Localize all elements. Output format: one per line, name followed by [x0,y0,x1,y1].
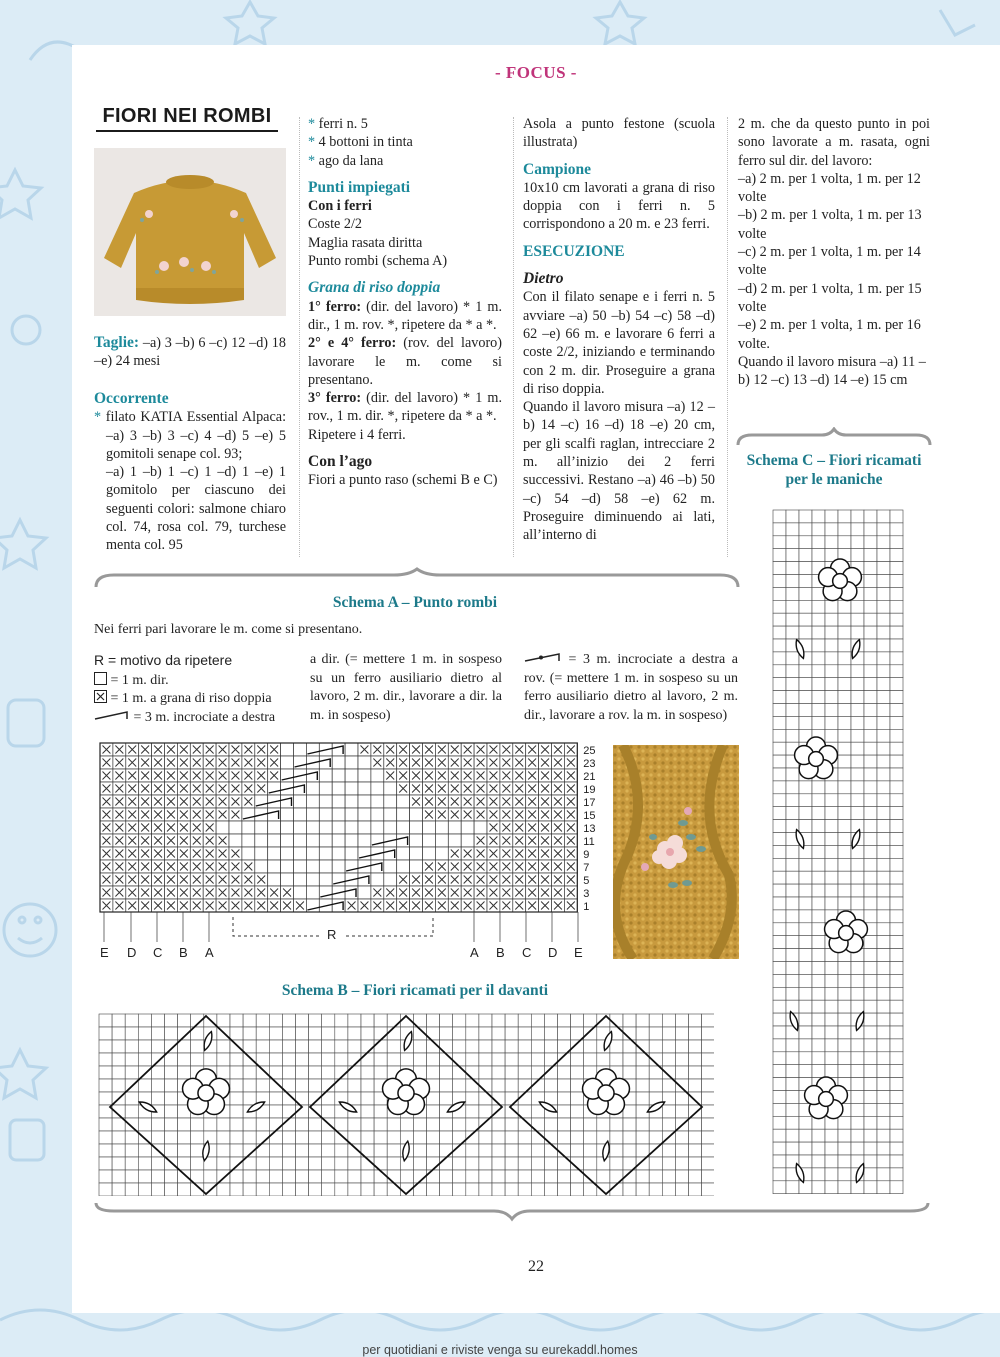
row-text: (dir. del lavoro) * 1 m. dir., 1 m. rov. *, ripetere da * a *. [308,298,502,333]
material-item: ago da lana [318,152,384,169]
back-heading: Dietro [523,270,564,288]
col4-end: Quando il lavoro misura –a) 11 –b) 12 –c) 13 –d) 14 –e) 15 cm [738,353,926,389]
column-4 [738,115,930,389]
schema-c-chart [772,509,904,1195]
buttonhole-text: Asola a punto festone (scuola illustrata) [523,116,715,151]
legend-empty: = 1 m. dir. [107,672,169,688]
gauge-heading: Campione [523,160,592,178]
flower-center [398,1085,414,1101]
decrease-item: –a) 2 m. per 1 volta, 1 m. per 12 volte [738,170,921,206]
row-label: 3° ferro: [308,390,362,407]
column-2: * ferri n. 5 * 4 bottoni in tinta * ago da lana Punti impiegati Con i ferri Coste 2/2 Maglia rasata diritta Punto rombi (schema A) Grana di riso doppia 1° ferro: (dir. del lavoro) * 1 m. dir., 1 m. rov. *, ripetere da * a *. 2° e 4° ferro: (rov. del lavoro) lavorare le m. come si presentano. 3° ferro: (dir. del lavoro) * 1 m. rov., 1 m. dir. *, ripetere da * a *. Ripetere i 4 ferri. Con l’ago Fiori a punto raso (schemi B e C) [308,116,502,489]
row-number: 13 [583,823,596,835]
magazine-page [72,45,1000,1313]
bottom-brace [94,1201,930,1223]
flower-center [809,752,824,767]
materials-block: Occorrente * filato KATIA Essential Alpaca: –a) 3 –b) 3 –c) 4 –d) 5 –e) 5 gomitoli senape col. 93; –a) 1 –b) 1 –c) 1 –d) 1 –e) 1 gomitolo per ciascuno dei seguenti colori: salmone chiaro col. 74, rosa col. 79, turchese menta col. 95 [94,390,287,554]
cross-right-icon [94,709,130,721]
flower-detail-photo [613,745,739,959]
sizes-label: Taglie: [94,334,140,351]
decrease-item: –e) 2 m. per 1 volta, 1 m. per 16 volte. [738,317,921,352]
row-number: 15 [583,810,596,822]
legend-r: R = motivo da ripetere [94,652,233,668]
schema-a-note: Nei ferri pari lavorare le m. come si presentano. [94,622,363,637]
col4-text: 2 m. che da questo punto in poi sono lavorate a m. rasata, ogni ferro sul dir. del lavoro: [738,116,930,169]
stitch-item: Coste 2/2 [308,216,362,233]
article-title: FIORI NEI ROMBI [96,105,278,132]
row-number: 1 [583,901,590,913]
schema-b-title: Schema B – Fiori ricamati per il davanti [281,982,549,999]
sweater-photo [94,148,286,316]
schema-c-brace [736,427,932,449]
column-letter: A [205,945,214,960]
row-number: 5 [583,875,590,887]
flower-center [839,926,854,941]
column-divider [299,117,300,557]
legend-right-b: = 3 m. incrociate a destra a rov. (= mettere 1 m. in sospeso su un ferro ausiliario dietro al lavoro, 2 m. dir., lavorare a rov. la m. in sospeso) [524,652,738,723]
row-text: (rov. del lavoro) lavorare le m. come si presentano. [308,335,502,388]
material-item: filato KATIA Essential Alpaca: –a) 3 –b) 3 –c) 4 –d) 5 –e) 5 gomitoli senape col. 93; [105,409,287,462]
decrease-item: –d) 2 m. per 1 volta, 1 m. per 15 volte [738,280,922,315]
row-number: 23 [583,758,596,770]
column-divider [513,117,514,557]
flower-center [198,1085,214,1101]
exec-heading: ESECUZIONE [523,242,625,260]
schema-a-legend-right [524,651,738,725]
schema-c-grid [773,510,903,1194]
legend-right-a-cont: a dir. (= mettere 1 m. in sospeso su un ferro ausiliario dietro al lavoro, 2 m. dir., lavorare a dir. la m. in sospeso) [310,652,502,723]
x-square-icon [94,690,107,703]
stitches-heading: Punti impiegati [308,178,411,196]
column-letter: E [100,945,109,960]
grana-repeat: Ripetere i 4 ferri. [308,426,406,443]
row-number: 7 [583,862,590,874]
column-divider [727,117,728,557]
stitch-item: Maglia rasata diritta [308,234,423,251]
legend-x: = 1 m. a grana di riso doppia [107,691,272,706]
column-3 [523,115,715,545]
row-number: 17 [583,797,596,809]
section-header: - FOCUS - [495,63,577,82]
needle-text: Fiori a punto raso (schemi B e C) [308,472,498,489]
column-letter: D [127,945,137,960]
column-letter: C [153,945,163,960]
decrease-item: –b) 2 m. per 1 volta, 1 m. per 13 volte [738,207,922,242]
needle-heading: Con l’ago [308,453,373,471]
row-number: 11 [583,836,595,848]
column-letter: E [574,945,583,960]
row-number: 9 [583,849,590,861]
schema-a-grid [100,743,577,912]
schema-a-brace [94,567,740,591]
material-item: ferri n. 5 [318,116,368,132]
gauge-text: 10x10 cm lavorati a grana di riso doppia con i ferri n. 5 corrispondono a 20 m. e 23 ferri. [523,179,715,233]
column-letter: D [548,945,558,960]
stitch-item: Punto rombi (schema A) [308,253,448,270]
grana-heading: Grana di riso doppia [308,279,441,297]
back-text-1: Con il filato senape e i ferri n. 5 avviare –a) 50 –b) 54 –c) 58 –d) 62 –e) 66 m. e lavorare 6 ferri a coste 2/2, iniziando e terminando con 2 m. dir. Proseguire a grana di riso doppia. [523,289,715,397]
flower-center [833,574,848,589]
row-text: (dir. del lavoro) * 1 m. rov., 1 m. dir. *, ripetere da * a *. [308,390,502,425]
row-number: 21 [583,771,596,783]
schema-c-title: Schema C – Fiori ricamati per le maniche [746,452,922,488]
sizes-text: –a) 3 –b) 6 –c) 12 –d) 18 –e) 24 mesi [94,335,286,370]
material-item: –a) 1 –b) 1 –c) 1 –d) 1 –e) 1 gomitolo per ciascuno dei seguenti colori: salmone chiaro col. 74, rosa col. 79, turchese menta col. 95 [106,464,286,554]
empty-square-icon [94,672,107,685]
page-number: 22 [528,1258,544,1275]
row-number: 25 [583,745,596,757]
schema-a-legend-left [94,651,292,727]
stitches-sub: Con i ferri [308,198,372,215]
schema-b-grid [99,1014,714,1196]
schema-a-chart [98,741,628,963]
row-number: 3 [583,888,590,900]
back-text-2: Quando il lavoro misura –a) 12 –b) 14 –c) 16 –d) 18 –e) 20 cm, per gli scalfi raglan, intrecciare 2 m. all’inizio dei 2 ferri successivi. Restano –a) 46 –b) 50 –c) 54 –d) 58 –e) 62 m. Proseguire diminuendo ai lati, all’interno di [523,399,715,544]
schema-b-chart [98,1013,714,1196]
flower-center [819,1092,834,1107]
source-note: per quotidiani e riviste venga su eurekaddl.homes [362,1343,638,1357]
row-label: 2° e 4° ferro: [308,335,397,352]
column-letter: C [522,945,532,960]
column-letter: A [470,945,479,960]
repeat-label: R [327,927,337,942]
row-label: 1° ferro: [308,298,362,315]
sizes-block [94,334,286,371]
column-letter: B [496,945,505,960]
legend-right-a: = 3 m. incrociate a destra [130,709,276,725]
decrease-item: –c) 2 m. per 1 volta, 1 m. per 14 volte [738,244,921,279]
schema-a-title: Schema A – Punto rombi [332,594,498,611]
material-item: 4 bottoni in tinta [318,134,413,151]
column-letter: B [179,945,188,960]
cross-right-purl-icon [524,651,562,663]
flower-center [598,1085,614,1101]
row-number: 19 [583,784,596,796]
materials-heading: Occorrente [94,390,169,407]
